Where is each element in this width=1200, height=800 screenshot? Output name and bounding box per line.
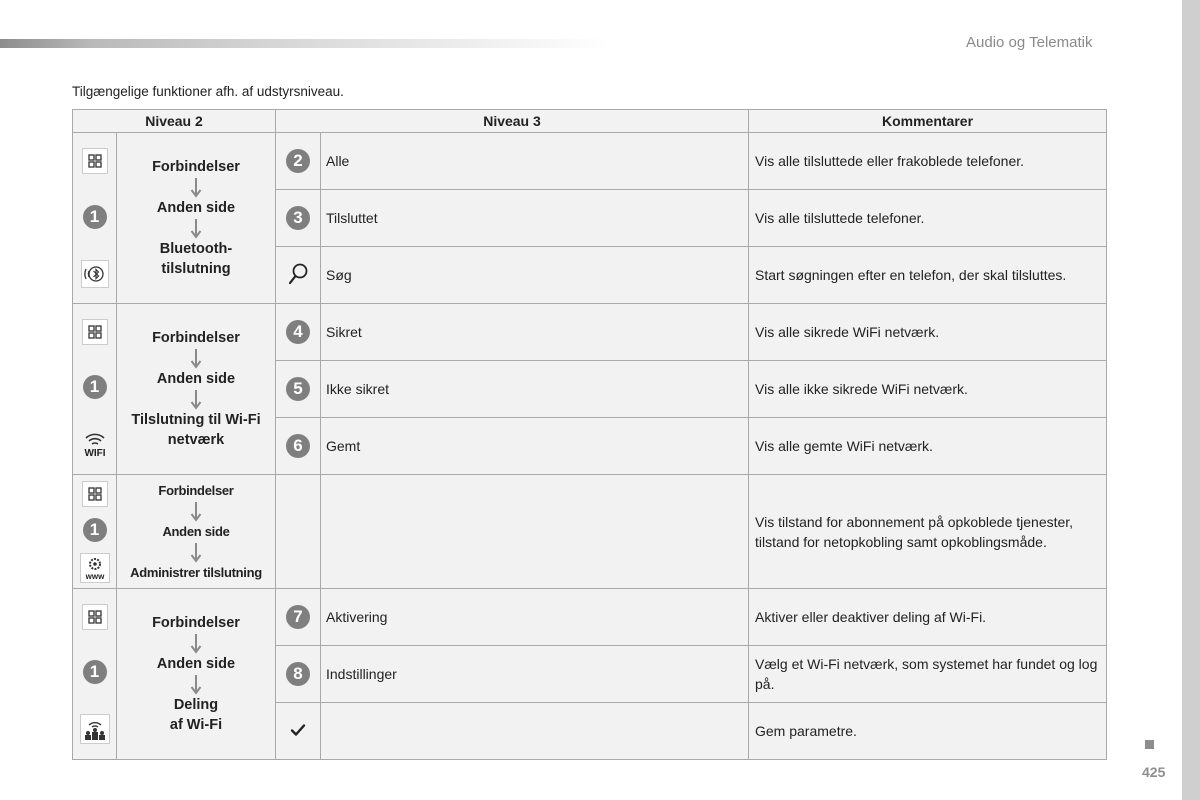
level3-text: Sikret xyxy=(321,304,749,361)
navigation-path-cell xyxy=(117,133,276,304)
group-icons-cell xyxy=(73,304,117,475)
level3-marker-cell xyxy=(276,304,321,361)
wifi-share-icon xyxy=(80,714,110,744)
level3-text: Tilsluttet xyxy=(321,190,749,247)
level3-marker-cell xyxy=(276,190,321,247)
step-number-badge: 2 xyxy=(286,149,310,173)
group-icons-cell xyxy=(73,133,117,304)
level3-text: Aktivering xyxy=(321,589,749,646)
step-1-icon xyxy=(83,660,107,684)
comment-text: Vis alle sikrede WiFi netværk. xyxy=(749,304,1107,361)
page-marker xyxy=(1145,740,1154,749)
comment-text: Gem parametre. xyxy=(749,703,1107,760)
level3-marker-cell xyxy=(276,247,321,304)
level3-text: Ikke sikret xyxy=(321,361,749,418)
level3-text xyxy=(321,703,749,760)
table-row xyxy=(73,589,1107,646)
down-arrow-icon xyxy=(189,501,203,522)
nav-step: Forbindelser xyxy=(152,330,240,346)
grid-icon xyxy=(82,319,108,345)
down-arrow-icon xyxy=(189,542,203,563)
nav-step: Deling af Wi-Fi xyxy=(169,697,223,733)
level3-text: Søg xyxy=(321,247,749,304)
comment-text: Vis alle tilsluttede eller frakoblede telefoner. xyxy=(749,133,1107,190)
down-arrow-icon xyxy=(189,348,203,369)
step-1-icon xyxy=(83,518,107,542)
intro-text: Tilgængelige funktioner afh. af udstyrsniveau. xyxy=(72,84,344,99)
wifi-label: WIFI xyxy=(83,448,106,459)
checkmark-icon xyxy=(290,723,306,737)
comment-text: Aktiver eller deaktiver deling af Wi-Fi. xyxy=(749,589,1107,646)
level3-text: Alle xyxy=(321,133,749,190)
step-1-badge: 1 xyxy=(83,518,107,542)
table-row xyxy=(73,133,1107,190)
level3-marker-cell xyxy=(276,475,321,589)
navigation-path-cell xyxy=(117,589,276,760)
nav-step: Forbindelser xyxy=(152,159,240,175)
page-number: 425 xyxy=(1142,764,1166,780)
step-1-icon xyxy=(83,375,107,399)
step-number-badge: 7 xyxy=(286,605,310,629)
down-arrow-icon xyxy=(189,389,203,410)
comment-text: Vis alle tilsluttede telefoner. xyxy=(749,190,1107,247)
navigation-path-cell xyxy=(117,304,276,475)
level3-text xyxy=(321,475,749,589)
level3-marker-cell xyxy=(276,418,321,475)
grid-icon xyxy=(82,148,108,174)
comment-text: Vis alle gemte WiFi netværk. xyxy=(749,418,1107,475)
step-1-icon xyxy=(83,205,107,229)
table-row xyxy=(73,304,1107,361)
nav-step: Forbindelser xyxy=(152,615,240,631)
nav-step: Anden side xyxy=(162,523,230,539)
functions-table xyxy=(72,109,1107,760)
step-number-badge: 4 xyxy=(286,320,310,344)
step-1-badge: 1 xyxy=(83,375,107,399)
down-arrow-icon xyxy=(189,633,203,654)
nav-step: Bluetooth- tilslutning xyxy=(159,241,233,277)
nav-step: Administrer tilslutning xyxy=(130,564,262,580)
www-settings-icon xyxy=(80,553,110,583)
level3-text: Indstillinger xyxy=(321,646,749,703)
level3-marker-cell xyxy=(276,703,321,760)
grid-icon xyxy=(82,481,108,507)
table-header-row xyxy=(73,110,1107,133)
comment-text: Vælg et Wi-Fi netværk, som systemet har fundet og log på. xyxy=(749,646,1107,703)
grid-icon xyxy=(82,604,108,630)
step-number-badge: 5 xyxy=(286,377,310,401)
table-row xyxy=(73,475,1107,589)
bluetooth-icon xyxy=(81,260,109,288)
level3-marker-cell xyxy=(276,646,321,703)
wifi-icon xyxy=(80,429,110,459)
level3-marker-cell xyxy=(276,133,321,190)
col-header-niveau3: Niveau 3 xyxy=(276,110,749,133)
level3-marker-cell xyxy=(276,589,321,646)
comment-text: Start søgningen efter en telefon, der skal tilsluttes. xyxy=(749,247,1107,304)
step-1-badge: 1 xyxy=(83,205,107,229)
step-1-badge: 1 xyxy=(83,660,107,684)
step-number-badge: 6 xyxy=(286,434,310,458)
down-arrow-icon xyxy=(189,674,203,695)
nav-step: Tilslutning til Wi-Fi netværk xyxy=(131,412,261,448)
col-header-kommentarer: Kommentarer xyxy=(749,110,1107,133)
search-icon xyxy=(287,262,309,286)
step-number-badge: 8 xyxy=(286,662,310,686)
nav-step: Anden side xyxy=(156,656,236,672)
down-arrow-icon xyxy=(189,177,203,198)
down-arrow-icon xyxy=(189,218,203,239)
navigation-path-cell xyxy=(117,475,276,589)
group-icons-cell xyxy=(73,475,117,589)
nav-step: Anden side xyxy=(156,371,236,387)
nav-step: Forbindelser xyxy=(158,482,234,498)
page-edge-bar xyxy=(1182,0,1200,800)
comment-text: Vis tilstand for abonnement på opkoblede tjenester, tilstand for netopkobling samt opkoblingsmåde. xyxy=(749,475,1107,589)
group-icons-cell xyxy=(73,589,117,760)
col-header-niveau2: Niveau 2 xyxy=(73,110,276,133)
section-title: Audio og Telematik xyxy=(966,34,1093,51)
nav-step: Anden side xyxy=(156,200,236,216)
www-label: www xyxy=(85,571,104,581)
header-decor-bar xyxy=(0,39,610,48)
comment-text: Vis alle ikke sikrede WiFi netværk. xyxy=(749,361,1107,418)
level3-text: Gemt xyxy=(321,418,749,475)
step-number-badge: 3 xyxy=(286,206,310,230)
level3-marker-cell xyxy=(276,361,321,418)
